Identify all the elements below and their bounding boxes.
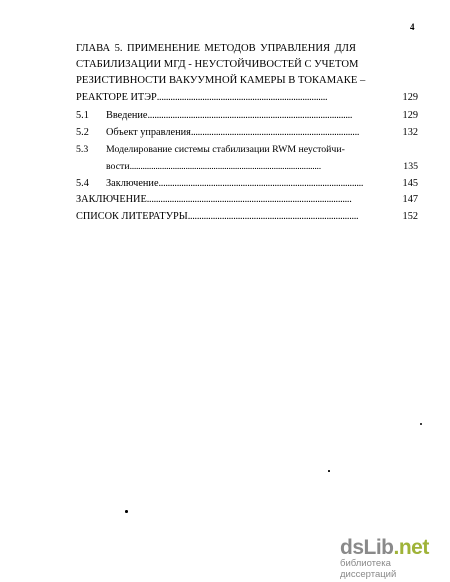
scan-speck [420, 423, 422, 425]
section-title: Введение [106, 110, 148, 121]
leader-dots: .......................................................................................... [146, 194, 352, 205]
page-ref: 129 [402, 110, 418, 121]
conclusion-title: ЗАКЛЮЧЕНИЕ [76, 194, 147, 205]
references-title: СПИСОК ЛИТЕРАТУРЫ [76, 211, 188, 222]
page-ref: 147 [402, 194, 418, 205]
section-title: Моделирование системы стабилизации RWM неустойчи- [106, 144, 345, 155]
watermark-subtitle: библиотека диссертаций [340, 558, 397, 580]
scan-speck [328, 470, 330, 472]
section-number: 5.4 [76, 178, 89, 189]
chapter-title-line-2: СТАБИЛИЗАЦИИ МГД - НЕУСТОЙЧИВОСТЕЙ С УЧЕТОМ [76, 59, 359, 70]
leader-dots: ......................................................................................... [129, 161, 321, 172]
section-number: 5.2 [76, 127, 89, 138]
leader-dots: .......................................................................... [190, 127, 360, 138]
leader-dots: ........................................................................... [156, 92, 328, 103]
chapter-title-line-1: ГЛАВА 5. ПРИМЕНЕНИЕ МЕТОДОВ УПРАВЛЕНИЯ ДЛЯ [76, 43, 356, 54]
page-number: 4 [410, 22, 415, 32]
section-number: 5.1 [76, 110, 89, 121]
leader-dots: .......................................................................................... [147, 110, 353, 121]
toc-references[interactable] [76, 211, 418, 222]
toc-entry-5-1[interactable] [76, 110, 418, 121]
watermark-brand: dsLib.net [340, 536, 429, 559]
leader-dots: ........................................................................... [187, 211, 359, 222]
toc-entry-5-2[interactable] [76, 127, 418, 138]
chapter-title-line-4: РЕАКТОРЕ ИТЭР [76, 92, 157, 103]
toc-entry-5-3-cont[interactable] [106, 161, 418, 172]
page-ref: 132 [402, 127, 418, 138]
section-title: Заключение [106, 178, 159, 189]
toc-entry-5-3[interactable] [76, 144, 418, 155]
dslib-watermark-logo [340, 536, 448, 580]
section-title: Объект управления [106, 127, 191, 138]
chapter-title-line-3: РЕЗИСТИВНОСТИ ВАКУУМНОЙ КАМЕРЫ В ТОКАМАКЕ – [76, 75, 366, 86]
page-ref: 145 [402, 178, 418, 189]
page-ref: 135 [403, 161, 418, 172]
page-ref: 152 [402, 211, 418, 222]
toc-chapter-row[interactable] [76, 92, 418, 103]
section-number: 5.3 [76, 144, 89, 155]
toc-conclusion[interactable] [76, 194, 418, 205]
scan-speck [125, 510, 128, 513]
section-title-cont: вости [106, 161, 130, 172]
page-ref: 129 [402, 92, 418, 103]
toc-entry-5-4[interactable] [76, 178, 418, 189]
leader-dots: .......................................................................................... [158, 178, 364, 189]
